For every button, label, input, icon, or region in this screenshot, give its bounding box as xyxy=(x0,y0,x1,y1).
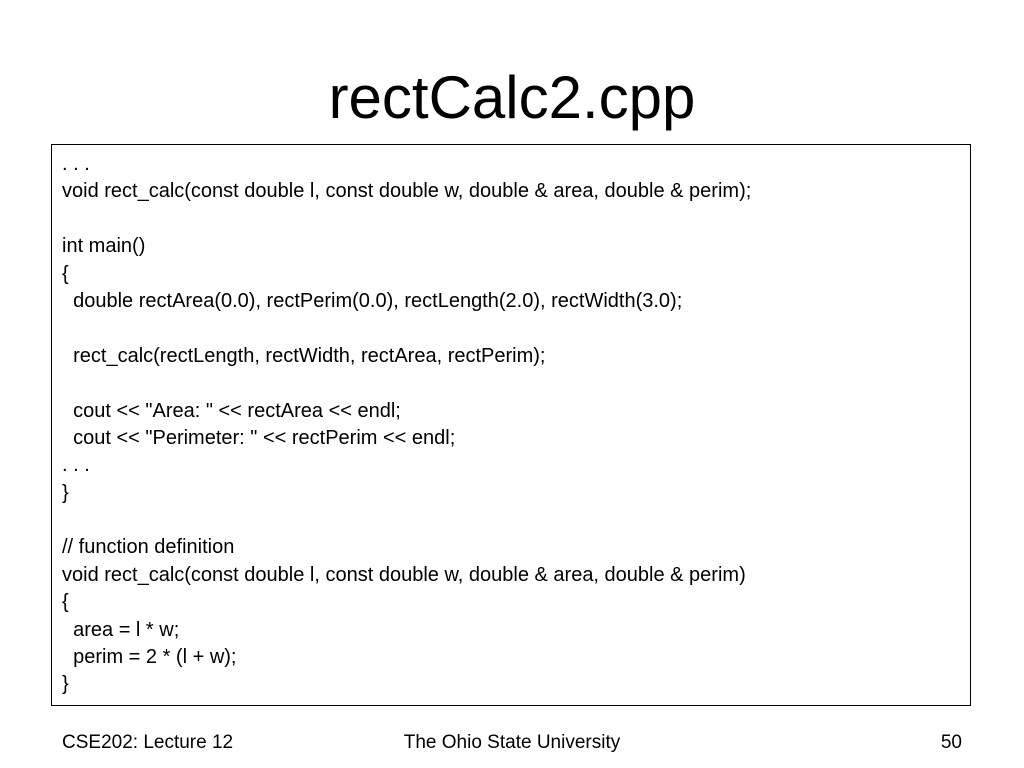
code-line xyxy=(62,507,960,534)
code-line: cout << "Perimeter: " << rectPerim << endl; xyxy=(62,426,456,449)
code-line xyxy=(62,315,960,342)
code-line: } xyxy=(62,481,69,504)
code-line: void rect_calc(const double l, const double w, double & area, double & perim); xyxy=(62,180,752,203)
code-line: perim = 2 * (l + w); xyxy=(62,646,237,669)
code-line: { xyxy=(62,262,69,285)
slide-title: rectCalc2.cpp xyxy=(328,64,696,131)
code-line: area = l * w; xyxy=(62,618,180,641)
code-line: // function definition xyxy=(62,536,235,559)
code-line: { xyxy=(62,591,69,614)
footer-slide-number: 50 xyxy=(940,732,962,753)
footer-institution: The Ohio State University xyxy=(403,732,621,753)
code-line xyxy=(62,206,960,233)
code-line: . . . xyxy=(62,454,90,477)
code-line: int main() xyxy=(62,235,146,258)
code-line: . . . xyxy=(62,153,90,175)
code-line: double rectArea(0.0), rectPerim(0.0), rectLength(2.0), rectWidth(3.0); xyxy=(62,289,683,312)
code-listing xyxy=(51,144,971,706)
code-line: rect_calc(rectLength, rectWidth, rectArea, rectPerim); xyxy=(62,344,546,367)
footer-course: CSE202: Lecture 12 xyxy=(62,732,234,753)
code-line xyxy=(62,370,960,397)
code-line: cout << "Area: " << rectArea << endl; xyxy=(62,399,401,422)
code-line: void rect_calc(const double l, const double w, double & area, double & perim) xyxy=(62,563,746,586)
code-line: } xyxy=(62,673,69,696)
